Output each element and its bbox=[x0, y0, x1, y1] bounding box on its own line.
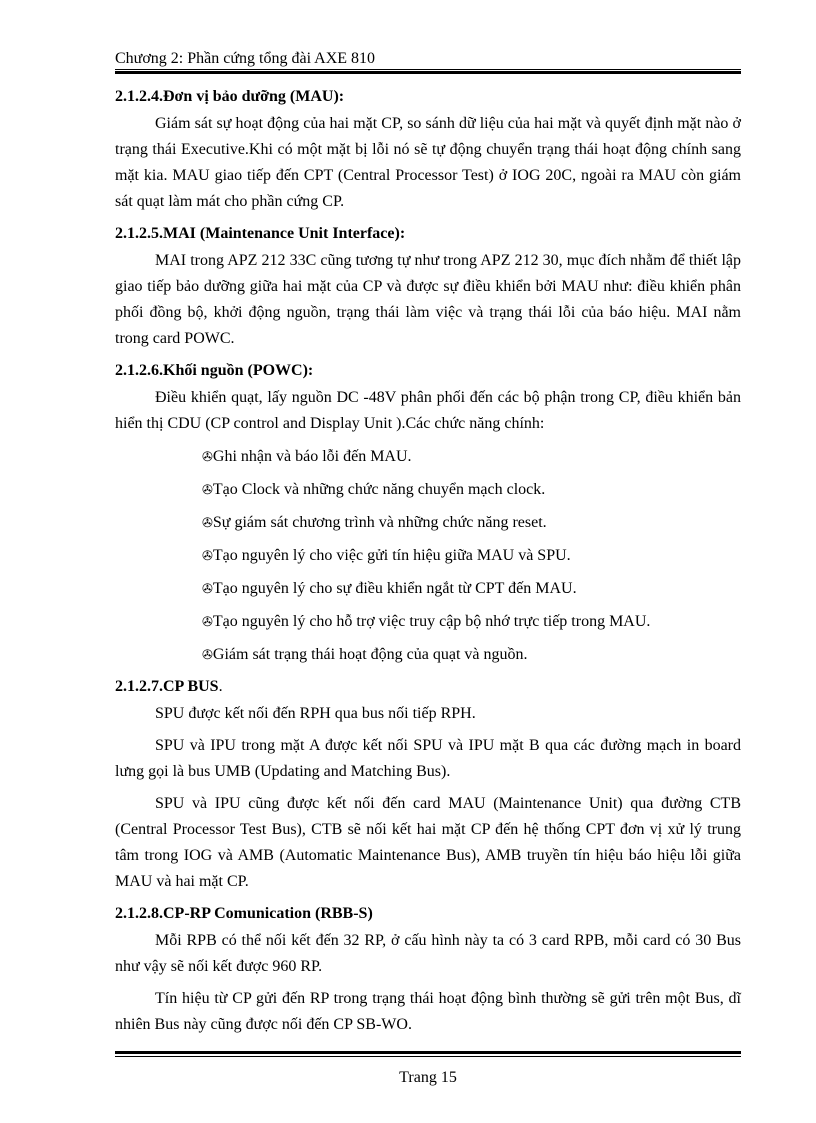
section-heading-text: 2.1.2.7.CP BUS bbox=[115, 678, 219, 695]
list-item bbox=[115, 575, 741, 602]
footer-rule-thick bbox=[115, 1051, 741, 1054]
scissors-bullet-icon: ✇ bbox=[202, 515, 213, 530]
footer-rule-thin bbox=[115, 1056, 741, 1057]
list-item bbox=[115, 443, 741, 470]
list-item bbox=[115, 641, 741, 668]
scissors-bullet-icon: ✇ bbox=[202, 482, 213, 497]
paragraph: Giám sát sự hoạt động của hai mặt CP, so sánh dữ liệu của hai mặt và quyết định mặt nào ở trạng thái Executive.Khi có một mặt bị lỗi nó sẽ tự động chuyển trạng thái hoạt động chính sang mặt kia. MAU giao tiếp đến CPT (Central Processor Test) ở IOG 20C, ngoài ra MAU còn giám sát quạt làm mát cho phần cứng CP. bbox=[115, 115, 741, 210]
paragraph: MAI trong APZ 212 33C cũng tương tự như trong APZ 212 30, mục đích nhằm để thiết lập giao tiếp bảo dưỡng giữa hai mặt của CP và được sự điều khiển bởi MAU như: điều khiển phân phối đồng bộ, khởi động nguồn, trạng thái làm việc và trạng thái lỗi của báo hiệu. MAI nằm trong card POWC. bbox=[115, 252, 741, 347]
section-heading: 2.1.2.5.MAI (Maintenance Unit Interface): bbox=[115, 225, 406, 242]
list-item bbox=[115, 608, 741, 635]
list-item-text: Sự giám sát chương trình và những chức năng reset. bbox=[212, 514, 547, 531]
section-heading: 2.1.2.8.CP-RP Comunication (RBB-S) bbox=[115, 905, 373, 922]
paragraph: Điều khiển quạt, lấy nguồn DC -48V phân phối đến các bộ phận trong CP, điều khiển bản hiển thị CDU (CP control and Display Unit ).Các chức năng chính: bbox=[115, 389, 741, 432]
page-header: Chương 2: Phần cứng tổng đài AXE 810 bbox=[115, 50, 376, 67]
list-item bbox=[115, 542, 741, 569]
scissors-bullet-icon: ✇ bbox=[202, 614, 213, 629]
header-rule-thick bbox=[115, 71, 741, 74]
list-item-text: Tạo Clock và những chức năng chuyển mạch clock. bbox=[212, 481, 546, 498]
paragraph: SPU và IPU trong mặt A được kết nối SPU và IPU mặt B qua các đường mạch in board lưng gọi là bus UMB (Updating and Matching Bus). bbox=[115, 737, 741, 780]
header-rule-thin bbox=[115, 69, 741, 70]
section-heading: 2.1.2.4.Đơn vị bảo dưỡng (MAU): bbox=[115, 88, 345, 105]
list-item bbox=[115, 509, 741, 536]
section-heading: 2.1.2.6.Khối nguồn (POWC): bbox=[115, 362, 314, 379]
scissors-bullet-icon: ✇ bbox=[202, 581, 213, 596]
list-item bbox=[115, 476, 741, 503]
function-list bbox=[115, 443, 741, 668]
list-item-text: Giám sát trạng thái hoạt động của quạt và nguồn. bbox=[212, 646, 528, 663]
section-heading bbox=[115, 674, 741, 700]
paragraph: SPU được kết nối đến RPH qua bus nối tiếp RPH. bbox=[155, 705, 476, 722]
scissors-bullet-icon: ✇ bbox=[202, 548, 213, 563]
paragraph: SPU và IPU cũng được kết nối đến card MAU (Maintenance Unit) qua đường CTB (Central Processor Test Bus), CTB sẽ nối kết hai mặt CP đến hệ thống CPT đơn vị xử lý trung tâm trong IOG và AMB (Automatic Maintenance Bus), AMB truyền tín hiệu báo hiệu lỗi giữa MAU và hai mặt CP. bbox=[115, 795, 741, 890]
list-item-text: Ghi nhận và báo lỗi đến MAU. bbox=[212, 448, 412, 465]
heading-period: . bbox=[218, 678, 223, 695]
scissors-bullet-icon: ✇ bbox=[202, 449, 213, 464]
page-number: Trang 15 bbox=[399, 1069, 457, 1086]
scissors-bullet-icon: ✇ bbox=[202, 647, 213, 662]
list-item-text: Tạo nguyên lý cho hỗ trợ việc truy cập bộ nhớ trực tiếp trong MAU. bbox=[212, 613, 651, 630]
paragraph: Mỗi RPB có thể nối kết đến 32 RP, ở cấu hình này ta có 3 card RPB, mỗi card có 30 Bus như vậy sẽ nối kết được 960 RP. bbox=[115, 932, 741, 975]
list-item-text: Tạo nguyên lý cho sự điều khiển ngắt từ CPT đến MAU. bbox=[212, 580, 577, 597]
paragraph: Tín hiệu từ CP gửi đến RP trong trạng thái hoạt động bình thường sẽ gửi trên một Bus, dĩ nhiên Bus này cũng được nối đến CP SB-WO. bbox=[115, 990, 741, 1033]
page-body bbox=[115, 80, 741, 1044]
list-item-text: Tạo nguyên lý cho việc gửi tín hiệu giữa MAU và SPU. bbox=[212, 547, 571, 564]
